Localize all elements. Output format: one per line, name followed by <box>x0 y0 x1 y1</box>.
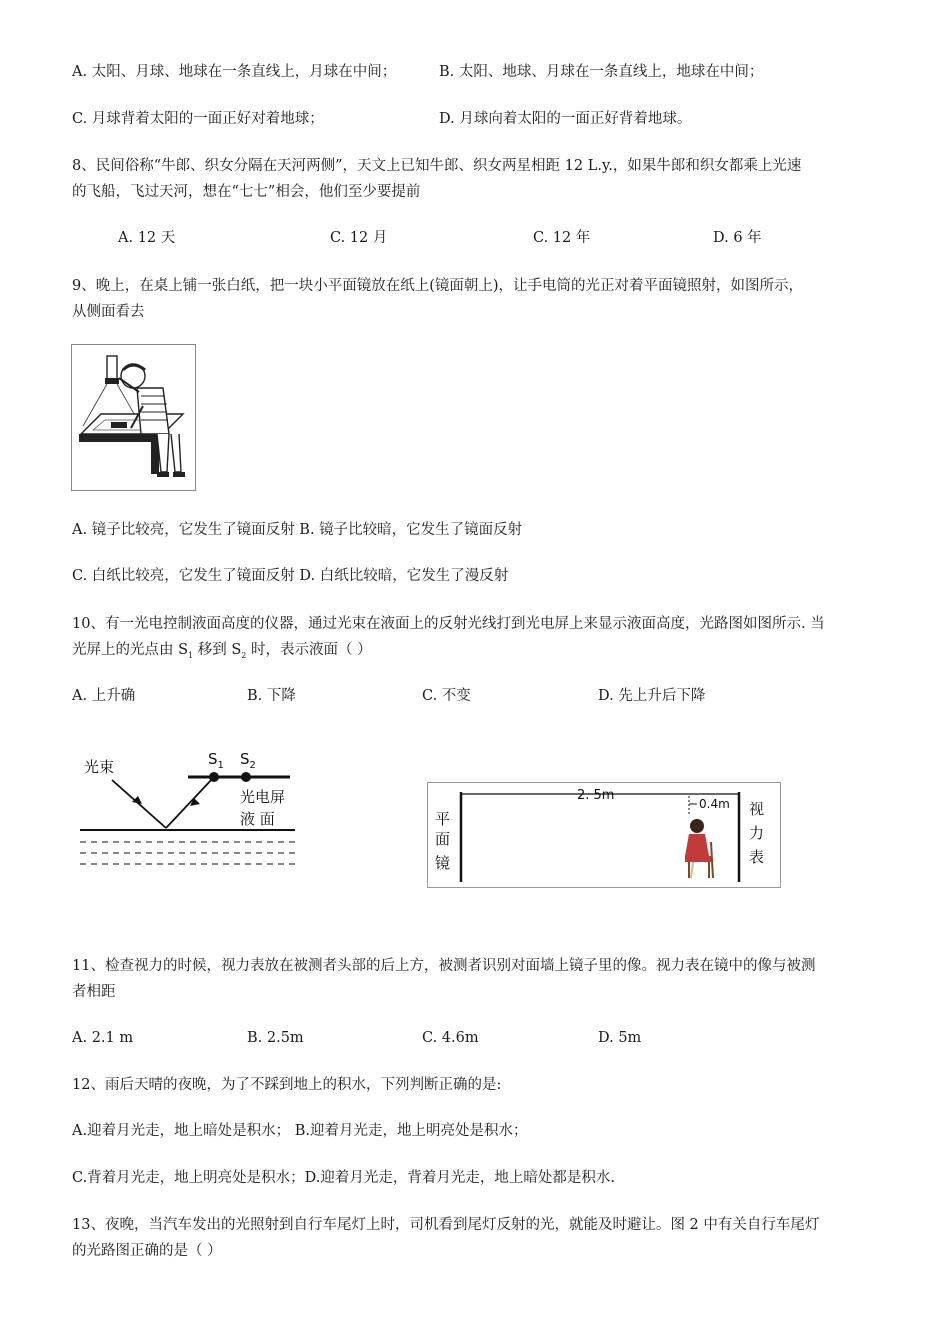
q12-options-cd: C.背着月光走，地上明亮处是积水；D.迎着月光走，背着月光走，地上暗处都是积水. <box>72 1170 616 1186</box>
q10-question-line2: 光屏上的光点由 $S_1$ 移到 $S_2$ 时，表示液面（ ） <box>72 642 372 660</box>
svg-text:面: 面 <box>435 830 451 848</box>
distance-2-5m: 2. 5m <box>577 788 615 803</box>
q7-option-c: C. 月球背着太阳的一面正好对着地球； <box>72 111 324 127</box>
q9-options-cd: C. 白纸比较亮，它发生了镜面反射 D. 白纸比较暗，它发生了漫反射 <box>72 568 509 584</box>
svg-text:S2: $S_2$ <box>240 750 256 771</box>
q10-option-d: D. 先上升后下降 <box>598 688 706 704</box>
q8-option-d: D. 6 年 <box>713 230 762 246</box>
q12-options-ab: A.迎着月光走，地上暗处是积水； B.迎着月光走，地上明亮处是积水； <box>72 1123 528 1139</box>
q11-question-line2: 者相距 <box>72 984 116 1000</box>
svg-text:表: 表 <box>749 848 765 866</box>
q13-question-line2: 的光路图正确的是（ ） <box>72 1243 222 1259</box>
eye-test-figure <box>427 782 781 888</box>
q9-options-ab: A. 镜子比较亮，它发生了镜面反射 B. 镜子比较暗，它发生了镜面反射 <box>72 522 523 538</box>
q11-question-line1: 11、检查视力的时候，视力表放在被测者头部的后上方，被测者识别对面墙上镜子里的像。视力表在镜中的像与被测 <box>72 958 816 974</box>
beam-label: 光束 <box>84 758 115 776</box>
q8-option-c: C. 12 年 <box>533 230 591 246</box>
q10-option-c: C. 不变 <box>422 688 471 704</box>
liquid-label: 液 面 <box>240 810 275 828</box>
q10-option-b: B. 下降 <box>247 688 296 704</box>
svg-text:视: 视 <box>749 800 765 818</box>
q10-option-a: A. 上升确 <box>72 688 136 704</box>
q8-option-a: A. 12 天 <box>118 230 176 246</box>
flashlight-mirror-figure <box>71 344 196 491</box>
svg-text:平: 平 <box>435 810 451 828</box>
screen-label: 光电屏 <box>240 788 286 806</box>
q8-question-line1: 8、民间俗称“牛郎、织女分隔在天河两侧”，天文上已知牛郎、织女两星相距 12 L.y.，如果牛郎和织女都乘上光速 <box>72 158 802 174</box>
q9-question-line1: 9、晚上，在桌上铺一张白纸，把一块小平面镜放在纸上(镜面朝上)，让手电筒的光正对着平面镜照射，如图所示， <box>72 278 804 294</box>
q11-option-b: B. 2.5m <box>247 1030 304 1046</box>
q10-question-line1: 10、有一光电控制液面高度的仪器，通过光束在液面上的反射光线打到光电屏上来显示液面高度，光路图如图所示. 当 <box>72 616 825 632</box>
q8-option-b: C. 12 月 <box>330 230 388 246</box>
svg-text:力: 力 <box>749 824 765 842</box>
q7-option-b: B. 太阳、地球、月球在一条直线上，地球在中间； <box>439 64 764 80</box>
light-beam-reflection-figure <box>80 748 300 870</box>
q12-question: 12、雨后天晴的夜晚，为了不踩到地上的积水，下列判断正确的是: <box>72 1077 502 1093</box>
q8-question-line2: 的飞船，飞过天河，想在“七七”相会，他们至少要提前 <box>72 184 421 200</box>
q11-option-c: C. 4.6m <box>422 1030 479 1046</box>
q11-option-d: D. 5m <box>598 1030 642 1046</box>
distance-0-4m: 0.4m <box>699 797 730 811</box>
q7-option-d: D. 月球向着太阳的一面正好背着地球。 <box>439 111 692 127</box>
q11-option-a: A. 2.1 m <box>72 1030 134 1046</box>
svg-text:镜: 镜 <box>435 854 451 872</box>
q9-question-line2: 从侧面看去 <box>72 304 145 320</box>
svg-text:S1: $S_1$ <box>208 750 224 771</box>
q7-option-a: A. 太阳、月球、地球在一条直线上，月球在中间； <box>72 64 397 80</box>
q13-question-line1: 13、夜晚，当汽车发出的光照射到自行车尾灯上时，司机看到尾灯反射的光，就能及时避让。图 2 中有关自行车尾灯 <box>72 1217 820 1233</box>
